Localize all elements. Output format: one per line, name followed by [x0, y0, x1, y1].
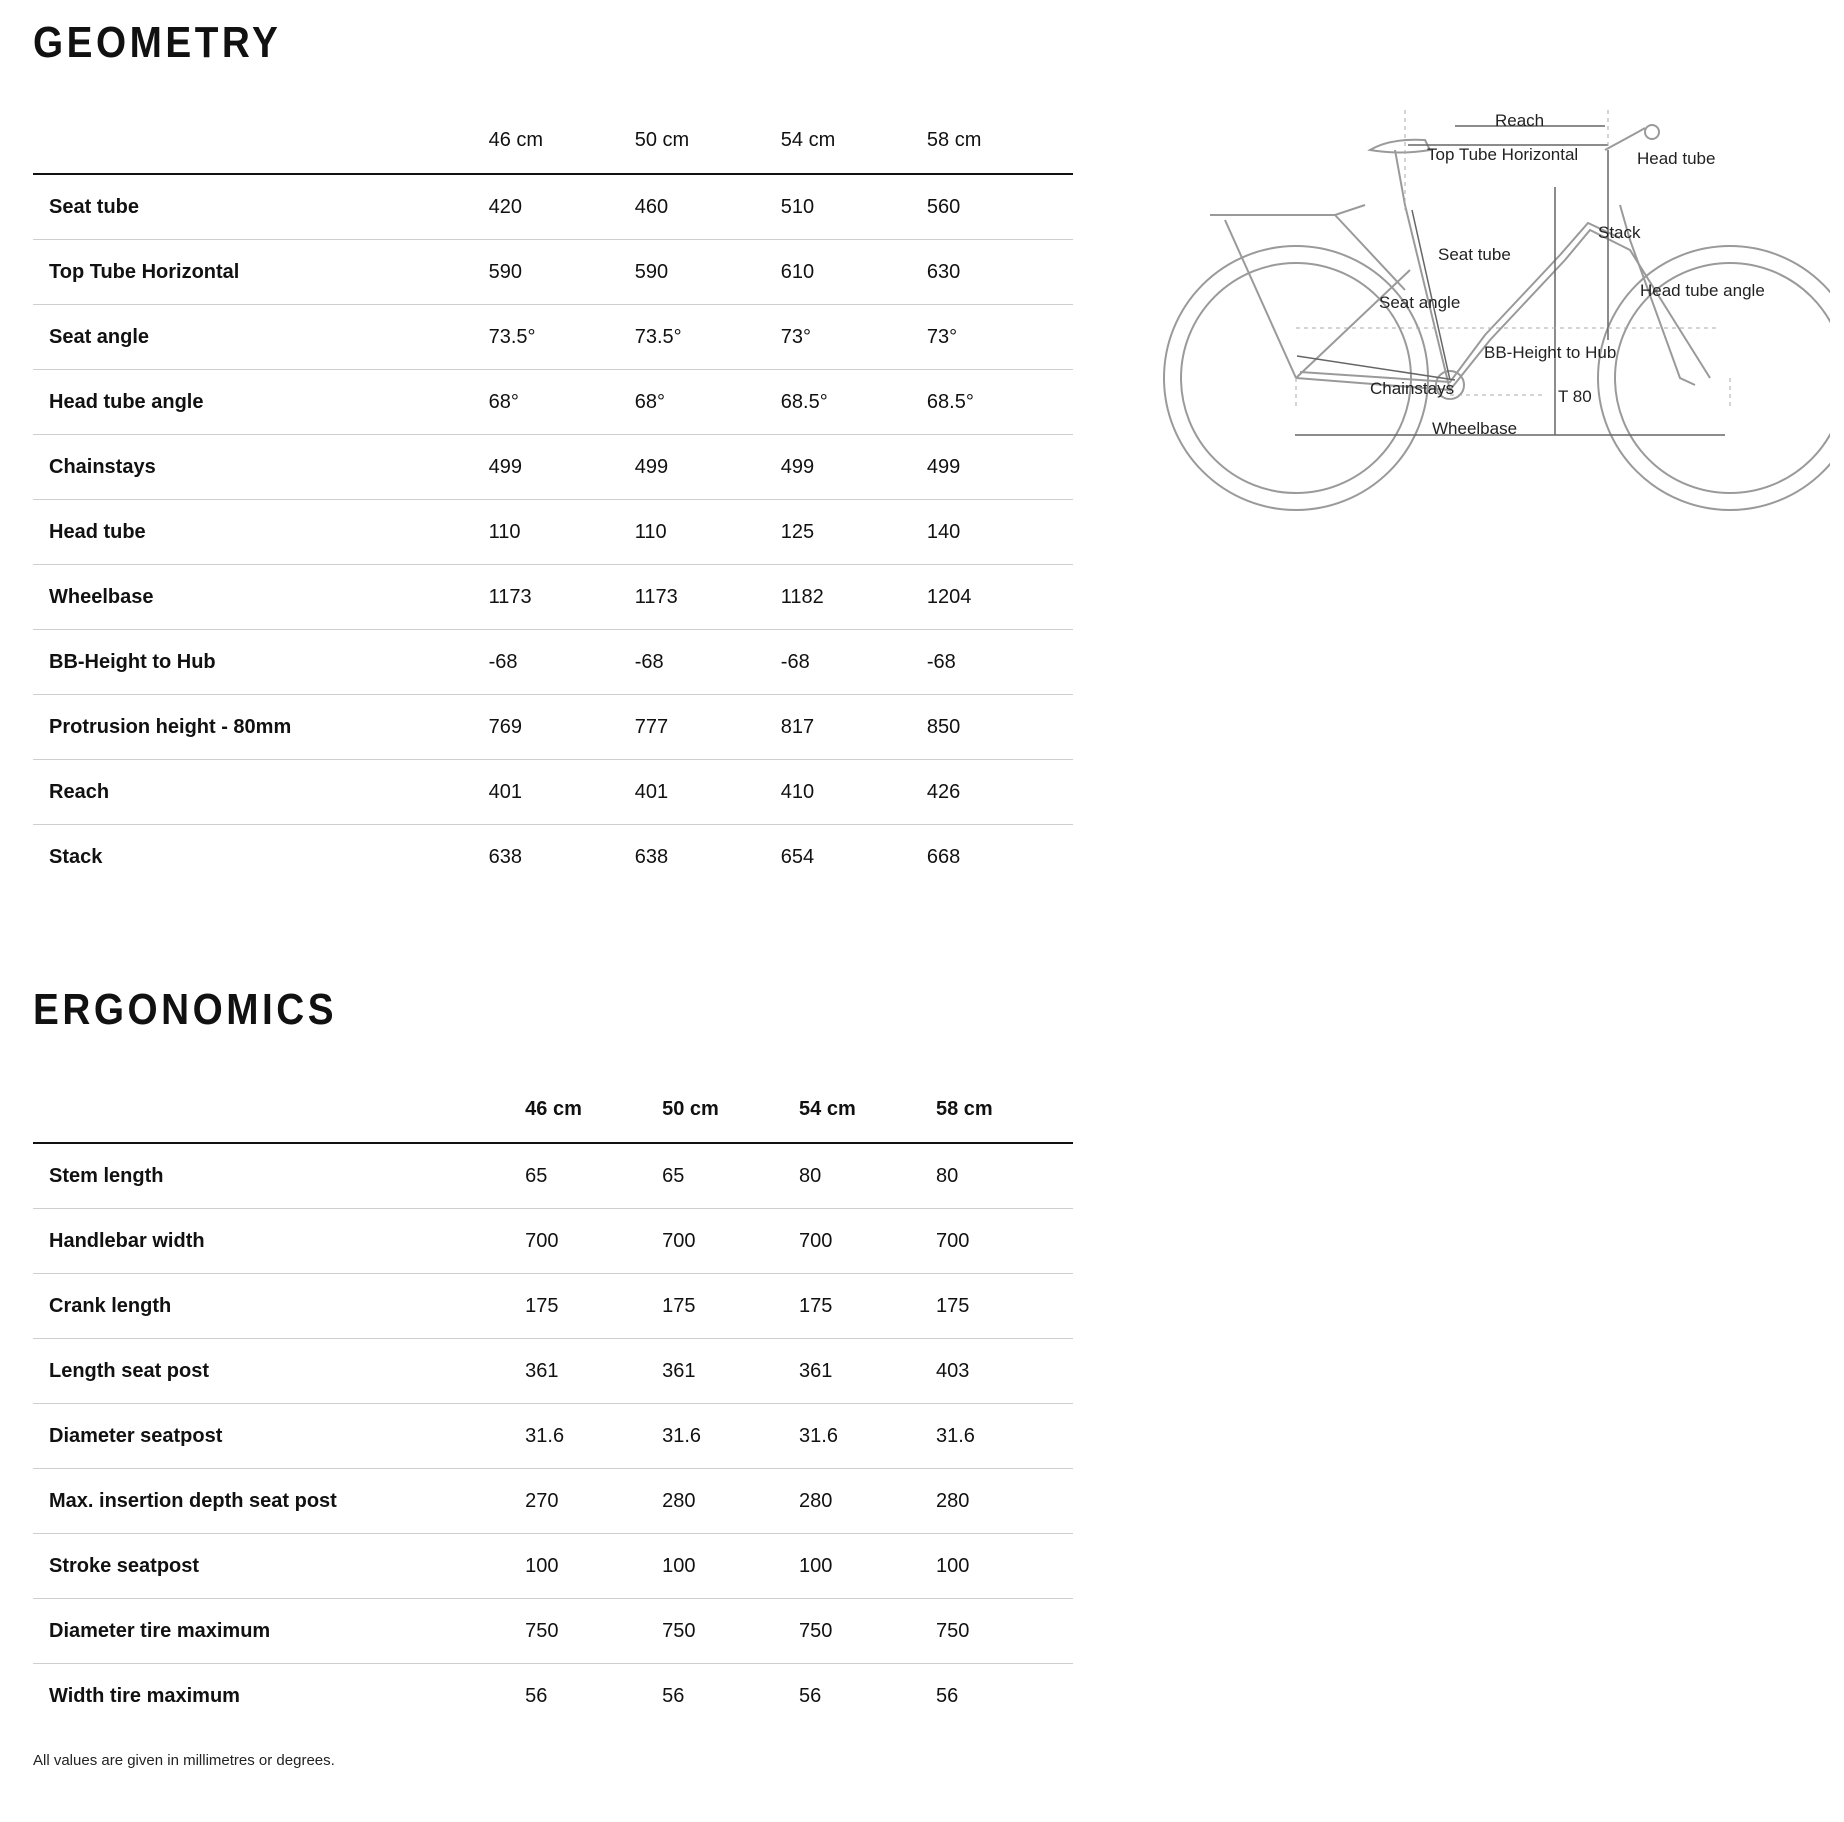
geometry-row-label: Reach — [33, 760, 489, 825]
geometry-row-label: Wheelbase — [33, 565, 489, 630]
ergonomics-row-label: Max. insertion depth seat post — [33, 1469, 525, 1534]
ergonomics-cell: 361 — [799, 1339, 936, 1404]
geometry-row — [33, 174, 1073, 240]
geometry-cell: 638 — [488, 845, 522, 868]
ergonomics-row-label: Length seat post — [33, 1339, 525, 1404]
ergonomics-cell: 56 — [799, 1684, 822, 1707]
geometry-cell: 73.5° — [635, 305, 781, 370]
ergonomics-cell: 700 — [799, 1209, 936, 1274]
diagram-label-bb-height: BB-Height to Hub — [1484, 343, 1617, 362]
geometry-header-row — [33, 108, 1073, 174]
geometry-row-label: Chainstays — [33, 435, 489, 500]
ergonomics-row — [33, 1664, 1073, 1729]
ergonomics-cell: 700 — [525, 1209, 662, 1274]
geometry-row-label: BB-Height to Hub — [33, 630, 489, 695]
geometry-cell: 1182 — [781, 565, 927, 630]
geometry-cell: 1173 — [635, 565, 781, 630]
ergonomics-row — [33, 1534, 1073, 1599]
geometry-cell: 410 — [781, 760, 927, 825]
geometry-cell: 499 — [927, 435, 1073, 500]
ergonomics-size-header: 54 cm — [799, 1077, 936, 1143]
ergonomics-size-header: 58 cm — [936, 1077, 1073, 1143]
geometry-row — [33, 825, 1073, 890]
ergonomics-row — [33, 1339, 1073, 1404]
ergonomics-size-header: 46 cm — [525, 1077, 662, 1143]
ergonomics-cell: 56 — [662, 1684, 685, 1707]
ergonomics-row-label: Stroke seatpost — [33, 1534, 525, 1599]
saddle — [1370, 140, 1430, 153]
geometry-cell: 110 — [635, 500, 781, 565]
geometry-row — [33, 500, 1073, 565]
geometry-size-header: 58 cm — [927, 108, 1073, 174]
ergonomics-cell: 31.6 — [662, 1404, 799, 1469]
geometry-cell: 1204 — [927, 565, 1073, 630]
ergonomics-cell: 65 — [525, 1143, 662, 1209]
ergonomics-cell: 280 — [936, 1469, 1073, 1534]
geometry-cell: 420 — [489, 174, 635, 240]
ergonomics-cell: 175 — [662, 1274, 799, 1339]
geometry-row-label: Stack — [49, 845, 103, 868]
ergonomics-cell: 80 — [799, 1143, 936, 1209]
diagram-label-head-tube: Head tube — [1637, 149, 1716, 168]
geometry-cell: 73° — [781, 305, 927, 370]
ergonomics-cell: 100 — [799, 1534, 936, 1599]
geometry-cell: 560 — [927, 174, 1073, 240]
ergonomics-cell: 80 — [936, 1143, 1073, 1209]
ergonomics-row — [33, 1469, 1073, 1534]
ergonomics-title: ERGONOMICS — [33, 985, 338, 1034]
ergonomics-row — [33, 1274, 1073, 1339]
geometry-cell: -68 — [781, 630, 927, 695]
geometry-size-header: 50 cm — [635, 108, 781, 174]
geometry-cell: -68 — [489, 630, 635, 695]
geometry-row — [33, 565, 1073, 630]
ergonomics-cell: 750 — [662, 1599, 799, 1664]
geometry-row — [33, 435, 1073, 500]
geometry-row — [33, 370, 1073, 435]
ergonomics-cell: 100 — [662, 1534, 799, 1599]
ergonomics-cell: 280 — [662, 1469, 799, 1534]
geometry-cell: 590 — [635, 240, 781, 305]
ergonomics-row-label: Diameter tire maximum — [33, 1599, 525, 1664]
geometry-cell: 1173 — [489, 565, 635, 630]
ergonomics-cell: 270 — [525, 1469, 662, 1534]
geometry-cell: 510 — [781, 174, 927, 240]
diagram-label-head-tube-angle: Head tube angle — [1640, 281, 1765, 300]
ergonomics-row — [33, 1599, 1073, 1664]
ergonomics-cell: 361 — [662, 1339, 799, 1404]
ergonomics-header-row — [33, 1077, 1073, 1143]
diagram-label-seat-angle: Seat angle — [1379, 293, 1461, 312]
geometry-cell: 401 — [489, 760, 635, 825]
geometry-cell: 590 — [489, 240, 635, 305]
diagram-label-chainstays: Chainstays — [1370, 379, 1455, 398]
diagram-label-wheelbase: Wheelbase — [1432, 419, 1518, 438]
ergonomics-cell: 175 — [525, 1274, 662, 1339]
ergonomics-table — [33, 1077, 1073, 1728]
ergonomics-cell: 750 — [799, 1599, 936, 1664]
ergonomics-cell: 175 — [799, 1274, 936, 1339]
geometry-cell: 426 — [927, 760, 1073, 825]
ergonomics-cell: 361 — [525, 1339, 662, 1404]
ergonomics-cell: 403 — [936, 1339, 1073, 1404]
geometry-cell: -68 — [635, 630, 781, 695]
ergonomics-row — [33, 1404, 1073, 1469]
geometry-cell: 499 — [781, 435, 927, 500]
geometry-cell: 654 — [780, 845, 815, 868]
diagram-label-top-tube: Top Tube Horizontal — [1427, 145, 1579, 164]
geometry-row-label: Protrusion height - 80mm — [33, 695, 489, 760]
geometry-header-empty — [33, 108, 489, 174]
geometry-cell: 638 — [634, 845, 669, 868]
ergonomics-row-label: Handlebar width — [33, 1209, 525, 1274]
geometry-cell: 817 — [781, 695, 927, 760]
geometry-cell: 630 — [927, 240, 1073, 305]
geometry-row-label: Seat angle — [33, 305, 489, 370]
rack — [1210, 205, 1365, 215]
geometry-cell: 73.5° — [489, 305, 635, 370]
ergonomics-cell: 56 — [525, 1684, 548, 1707]
geometry-row — [33, 305, 1073, 370]
geometry-cell: 401 — [635, 760, 781, 825]
geometry-cell: 68° — [635, 370, 781, 435]
ergonomics-row-label: Width tire maximum — [49, 1684, 240, 1707]
ergonomics-header-empty — [33, 1077, 525, 1143]
diagram-label-reach: Reach — [1495, 111, 1545, 130]
geometry-cell: 769 — [489, 695, 635, 760]
geometry-row-label: Top Tube Horizontal — [33, 240, 489, 305]
geometry-cell: 499 — [635, 435, 781, 500]
geometry-cell: 777 — [635, 695, 781, 760]
ergonomics-cell: 100 — [525, 1534, 662, 1599]
ergonomics-cell: 65 — [662, 1143, 799, 1209]
ergonomics-cell: 750 — [936, 1599, 1073, 1664]
ergonomics-cell: 31.6 — [799, 1404, 936, 1469]
geometry-cell: 68.5° — [927, 370, 1073, 435]
geometry-row — [33, 760, 1073, 825]
ergonomics-cell: 56 — [936, 1684, 959, 1707]
geometry-row — [33, 240, 1073, 305]
diagram-label-seat-tube: Seat tube — [1438, 245, 1511, 264]
ergonomics-row-label: Stem length — [33, 1143, 525, 1209]
ergonomics-cell: 31.6 — [936, 1404, 1073, 1469]
ergonomics-cell: 175 — [936, 1274, 1073, 1339]
geometry-row — [33, 630, 1073, 695]
geometry-row — [33, 695, 1073, 760]
ergonomics-row-label: Diameter seatpost — [33, 1404, 525, 1469]
ergonomics-cell: 750 — [525, 1599, 662, 1664]
geometry-cell: 68° — [489, 370, 635, 435]
ergonomics-size-header: 50 cm — [662, 1077, 799, 1143]
geometry-cell: 668 — [926, 845, 961, 868]
geometry-table — [33, 108, 1073, 889]
geometry-title: GEOMETRY — [33, 18, 282, 67]
ergonomics-cell: 700 — [662, 1209, 799, 1274]
geometry-size-header: 54 cm — [781, 108, 927, 174]
geometry-cell: -68 — [927, 630, 1073, 695]
stem — [1605, 128, 1645, 150]
geometry-cell: 140 — [927, 500, 1073, 565]
geometry-row-label: Head tube — [33, 500, 489, 565]
ergonomics-row — [33, 1209, 1073, 1274]
bike-geometry-diagram — [1150, 110, 1830, 530]
diagram-label-t80: T 80 — [1558, 387, 1592, 406]
diagram-label-stack: Stack — [1598, 223, 1641, 242]
ergonomics-row-label: Crank length — [33, 1274, 525, 1339]
geometry-cell: 499 — [489, 435, 635, 500]
geometry-cell: 610 — [781, 240, 927, 305]
ergonomics-row — [33, 1143, 1073, 1209]
geometry-cell: 125 — [781, 500, 927, 565]
geometry-cell: 73° — [927, 305, 1073, 370]
ergonomics-cell: 280 — [799, 1469, 936, 1534]
ergonomics-cell: 700 — [936, 1209, 1073, 1274]
ergonomics-cell: 100 — [936, 1534, 1073, 1599]
geometry-size-header: 46 cm — [489, 108, 635, 174]
geometry-cell: 460 — [635, 174, 781, 240]
ergonomics-cell: 31.6 — [525, 1404, 662, 1469]
seat-tube-line — [1395, 150, 1450, 390]
geometry-row-label: Head tube angle — [33, 370, 489, 435]
geometry-cell: 68.5° — [781, 370, 927, 435]
geometry-cell: 110 — [489, 500, 635, 565]
geometry-row-label: Seat tube — [33, 174, 489, 240]
units-footnote: All values are given in millimetres or degrees. — [33, 1752, 335, 1769]
geometry-cell: 850 — [927, 695, 1073, 760]
